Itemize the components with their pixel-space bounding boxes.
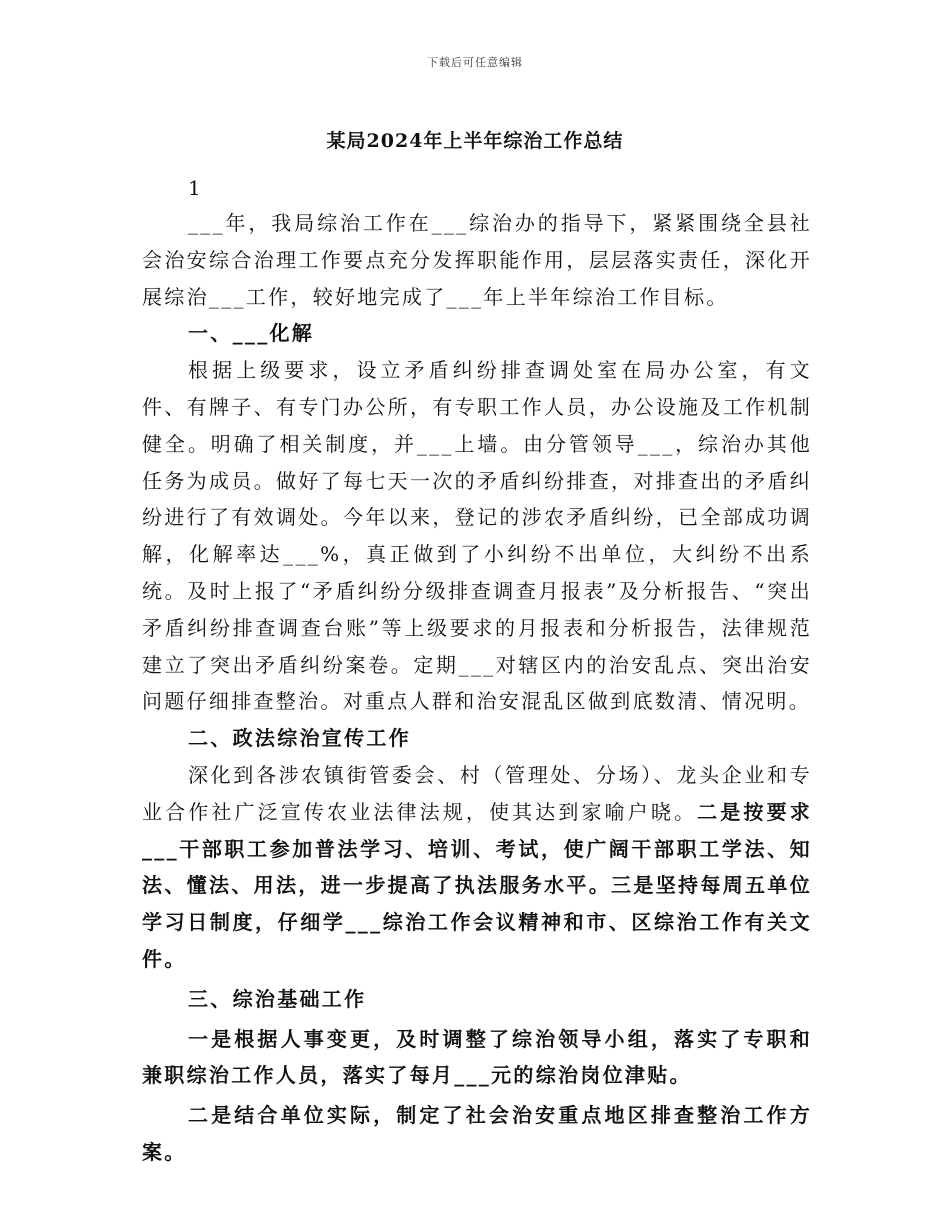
paragraph-dispute-resolution: 根据上级要求，设立矛盾纠纷排查调处室在局办公室，有文件、有牌子、有专门办公所，有专职工作人员，办公设施及工作机制健全。明确了相关制度，并___上墙。由分管领导___，综治办其他任务为成员。做好了每七天一次的矛盾纠纷排查，对排查出的矛盾纠纷进行了有效调处。今年以来，登记的涉农矛盾纠纷，已全部成功调解，化解率达___%，真正做到了小纠纷不出单位，大纠纷不出系统。及时上报了“矛盾纠纷分级排查调查月报表”及分析报告、“突出矛盾纠纷排查调查台账”等上级要求的月报表和分析报告，法律规范建立了突出矛盾纠纷案卷。定期___对辖区内的治安乱点、突出治安问题仔细排查整治。对重点人群和治安混乱区做到底数清、情况明。 bbox=[142, 358, 812, 714]
heading-basic-work: 三、综治基础工作 bbox=[188, 986, 367, 1011]
heading-publicity-work: 二、政法综治宣传工作 bbox=[188, 726, 411, 751]
section-number: 1 bbox=[188, 176, 201, 200]
paragraph-intro: ___年，我局综治工作在___综治办的指导下，紧紧围绕全县社会治安综合治理工作要点充分发挥职能作用，层层落实责任，深化开展综治___工作，较好地完成了___年上半年综治工作目标。 bbox=[142, 211, 812, 309]
paragraph-basic-work-2: 二是结合单位实际，制定了社会治安重点地区排查整治工作方案。 bbox=[142, 1103, 812, 1164]
paragraph-publicity-normal: 深化到各涉农镇街管委会、村（管理处、分场）、龙头企业和专业合作社广泛宣传农业法律法规，使其达到家喻户晓。 bbox=[142, 762, 812, 824]
paragraph-publicity-bold: 二是按要求___干部职工参加普法学习、培训、考试，使广阔干部职工学法、知法、懂法、用法，进一步提高了执法服务水平。三是坚持每周五单位学习日制度，仔细学___综治工作会议精神和市、区综治工作有关文件。 bbox=[142, 799, 812, 971]
document-body bbox=[142, 205, 812, 1171]
header-note: 下载后可任意编辑 bbox=[427, 56, 523, 69]
paragraph-publicity-work bbox=[142, 757, 812, 978]
heading-dispute-resolution: 一、___化解 bbox=[188, 321, 315, 346]
document-title: 某局2024年上半年综治工作总结 bbox=[326, 130, 624, 152]
paragraph-basic-work-1: 一是根据人事变更，及时调整了综治领导小组，落实了专职和兼职综治工作人员，落实了每月___元的综治岗位津贴。 bbox=[142, 1026, 812, 1088]
